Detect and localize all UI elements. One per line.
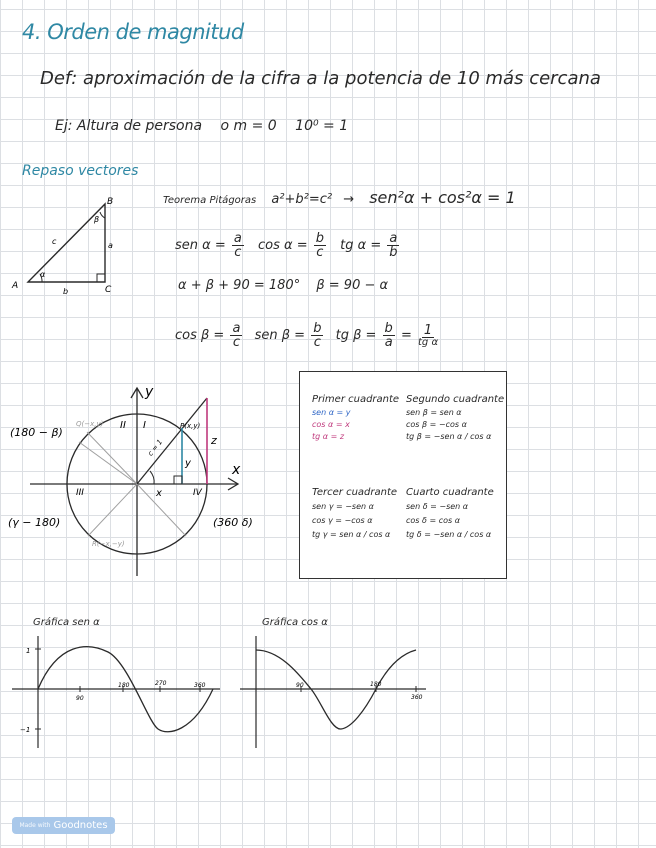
sen-beta-lhs: sen β = xyxy=(254,328,306,343)
side-a-label: a xyxy=(108,241,113,250)
sin-graph xyxy=(8,632,228,752)
tg-alpha-den: b xyxy=(389,245,398,260)
tg-alpha-lhs: tg α = xyxy=(340,238,382,253)
sen-beta-num: b xyxy=(313,321,322,336)
sin-y-neg-label: −1 xyxy=(20,726,31,734)
pythagoras-line xyxy=(163,188,516,207)
q1-line-2: cos α = x xyxy=(312,420,350,429)
point-q-label: Q(−x,y) xyxy=(76,420,104,428)
q1-block xyxy=(312,394,399,441)
beta-angle-label: β xyxy=(94,215,100,224)
quadrant-iv-label: IV xyxy=(193,488,202,498)
tg-alpha-num: a xyxy=(389,231,398,246)
q4-line-2: cos δ = cos α xyxy=(406,516,460,525)
sen-beta-den: c xyxy=(313,335,321,350)
vertex-b-label: B xyxy=(107,197,114,207)
left-top-label: (180 − β) xyxy=(10,426,63,439)
alpha-angle-label: α xyxy=(40,270,46,279)
cos-tick-90: 90 xyxy=(296,682,304,689)
q2-line-2: cos β = −cos α xyxy=(406,420,467,429)
x-axis-label: x xyxy=(232,462,241,478)
q3-line-3: tg γ = sen α / cos α xyxy=(312,530,391,539)
beta-ratios xyxy=(175,322,440,349)
q3-title: Tercer cuadrante xyxy=(312,487,398,498)
q1-line-1: sen α = y xyxy=(312,408,351,417)
made-with-text: Made with xyxy=(19,822,51,829)
cos-beta-num: a xyxy=(232,321,241,336)
q2-block xyxy=(406,394,504,441)
alpha-ratios xyxy=(175,232,401,259)
brand-text: Goodnotes xyxy=(53,820,108,831)
q2-line-3: tg β = −sen α / cos α xyxy=(406,432,492,441)
right-triangle-diagram xyxy=(10,190,130,295)
pythagoras-formula: a²+b²=c² xyxy=(271,192,333,207)
point-r-label: R(−x,−y) xyxy=(92,540,125,548)
q3-line-2: cos γ = −cos α xyxy=(312,516,373,525)
tg-beta-num: b xyxy=(384,321,393,336)
q1-title: Primer cuadrante xyxy=(312,394,400,405)
q3-block xyxy=(312,487,397,539)
example-power: 10⁰ = 1 xyxy=(295,118,349,134)
quadrants-summary-box xyxy=(299,371,507,579)
left-bottom-label: (γ − 180) xyxy=(8,516,61,529)
goodnotes-badge xyxy=(12,817,115,834)
cos-graph xyxy=(236,632,436,752)
vertex-a-label: A xyxy=(12,281,19,291)
radius-label: c = 1 xyxy=(146,438,165,458)
q4-block xyxy=(406,487,494,539)
q4-line-1: sen δ = −sen α xyxy=(406,502,469,511)
cos-alpha-num: b xyxy=(315,231,325,246)
cos-beta-den: c xyxy=(232,335,241,350)
cos-beta-lhs: cos β = xyxy=(175,328,225,343)
cos-tick-360: 360 xyxy=(411,694,423,701)
example-line xyxy=(55,118,348,134)
example-prefix: Ej: Altura de persona xyxy=(55,118,203,134)
cos-graph-title: Gráfica cos α xyxy=(262,617,328,628)
tg-beta-alt-den: tg α xyxy=(418,336,439,348)
pythagoras-identity: sen²α + cos²α = 1 xyxy=(369,188,516,207)
page-title: 4. Orden de magnitud xyxy=(22,20,244,44)
z-label: z xyxy=(211,434,217,447)
tg-beta-lhs: tg β = xyxy=(335,328,377,343)
quadrant-iii-label: III xyxy=(76,488,84,498)
definition-text: Def: aproximación de la cifra a la potencia de 10 más cercana xyxy=(40,68,601,89)
right-bottom-label: (360 δ) xyxy=(213,516,253,529)
q2-title: Segundo cuadrante xyxy=(406,394,505,405)
y-axis-label: y xyxy=(145,384,154,400)
sin-graph-title: Gráfica sen α xyxy=(33,617,100,628)
q4-line-3: tg δ = −sen α / cos α xyxy=(406,530,492,539)
cos-alpha-den: c xyxy=(316,245,324,260)
tg-beta-eq: = xyxy=(400,328,412,343)
tg-beta-den: a xyxy=(384,335,393,350)
sin-y-pos-label: 1 xyxy=(26,647,31,655)
cos-tick-180: 180 xyxy=(370,681,382,688)
point-p-label: P(x,y) xyxy=(180,422,201,430)
q4-title: Cuarto cuadrante xyxy=(406,487,494,498)
quadrant-i-label: I xyxy=(143,420,146,431)
side-c-label: c xyxy=(52,237,57,246)
sen-alpha-num: a xyxy=(233,231,242,246)
q2-line-1: sen β = sen α xyxy=(406,408,462,417)
y-segment-label: y xyxy=(185,458,191,469)
sin-tick-90: 90 xyxy=(76,695,84,702)
sin-tick-270: 270 xyxy=(155,680,167,687)
sin-tick-180: 180 xyxy=(118,682,130,689)
x-segment-label: x xyxy=(156,488,162,499)
angle-sum-line xyxy=(178,278,388,293)
arrow-icon: → xyxy=(343,192,355,207)
quadrant-ii-label: II xyxy=(120,420,126,431)
sen-alpha-den: c xyxy=(234,245,242,260)
unit-circle-diagram xyxy=(0,380,296,580)
vertex-c-label: C xyxy=(105,285,112,295)
cos-alpha-lhs: cos α = xyxy=(258,238,308,253)
angle-sum-eq2: β = 90 − α xyxy=(316,278,389,293)
q1-line-3: tg α = z xyxy=(312,432,345,441)
sen-alpha-lhs: sen α = xyxy=(175,238,226,253)
side-b-label: b xyxy=(63,287,69,295)
example-value: o m = 0 xyxy=(220,118,277,134)
section-title: Repaso vectores xyxy=(22,163,139,179)
angle-sum-eq1: α + β + 90 = 180° xyxy=(178,278,301,293)
q3-line-1: sen γ = −sen α xyxy=(312,502,374,511)
tg-beta-alt-num: 1 xyxy=(423,322,433,338)
pythagoras-label: Teorema Pitágoras xyxy=(163,195,257,206)
sin-tick-360: 360 xyxy=(194,682,206,689)
